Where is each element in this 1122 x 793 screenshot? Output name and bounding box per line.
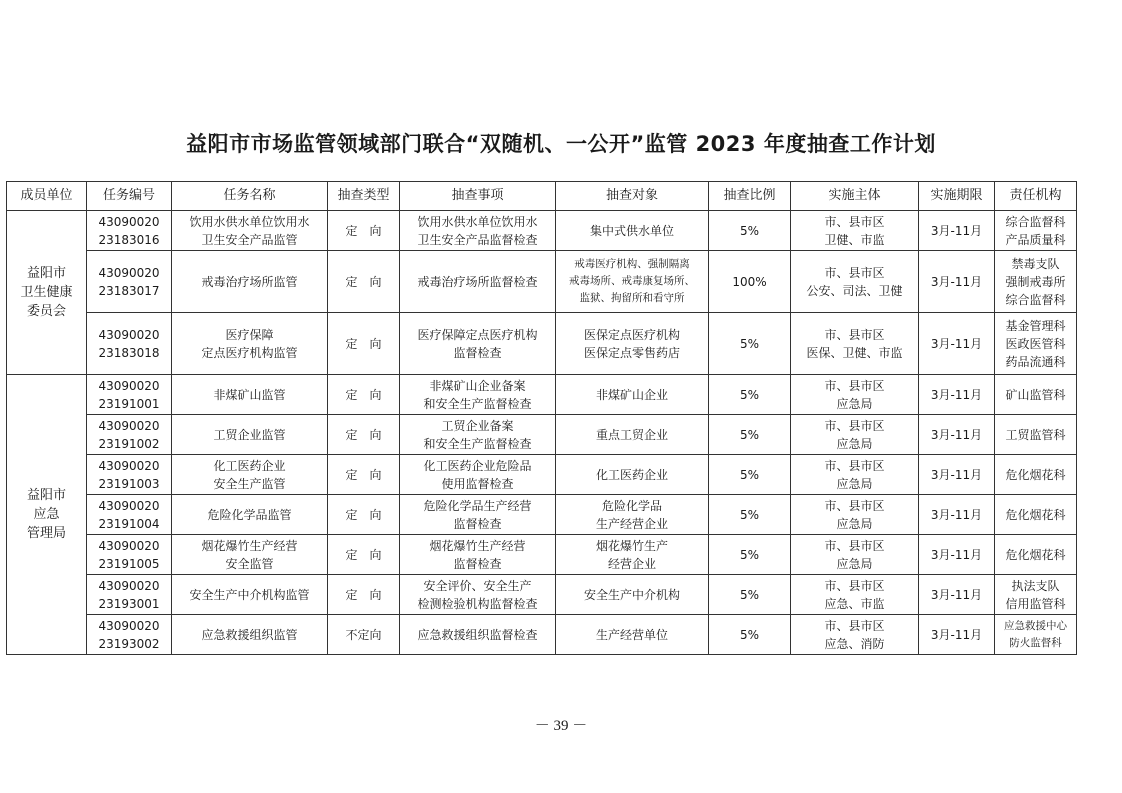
check-type-cell: 定 向 [328,455,400,495]
check-type-cell: 定 向 [328,251,400,313]
table-row [7,575,1077,615]
cell-line: 应急局 [836,556,873,571]
cell-line: 43090020 [98,265,160,280]
cell-line: 管理局 [26,526,66,541]
task-name-cell [172,375,328,415]
check-type-cell: 定 向 [328,313,400,375]
check-item-cell [400,313,556,375]
task-code-cell [87,251,172,313]
cell-line: 危化烟花科 [1005,467,1066,482]
check-type-cell: 定 向 [328,211,400,251]
check-ratio-cell: 5% [709,415,791,455]
implementer-cell [791,415,919,455]
period-cell: 3月-11月 [919,455,995,495]
cell-line: 市、县市区 [824,265,885,280]
cell-line: 23191001 [98,396,160,411]
responsible-org-cell [995,575,1077,615]
check-item-cell [400,615,556,655]
cell-line: 市、县市区 [824,618,885,633]
cell-line: 卫生安全产品监管 [201,232,298,247]
task-name-cell [172,455,328,495]
cell-line: 应急救援组织监督检查 [417,627,538,642]
cell-line: 医疗保障定点医疗机构 [417,327,538,342]
task-name-cell [172,495,328,535]
cell-line: 使用监督检查 [441,476,514,491]
check-type-cell: 定 向 [328,495,400,535]
cell-line: 23183017 [98,283,160,298]
check-target-cell [556,313,709,375]
cell-line: 委员会 [26,304,66,319]
header-responsible-org: 责任机构 [995,182,1077,211]
cell-line: 应急救援中心 [1004,619,1067,632]
cell-line: 工贸企业监管 [213,427,286,442]
cell-line: 23191004 [98,516,160,531]
responsible-org-cell [995,535,1077,575]
cell-line: 重点工贸企业 [595,427,668,442]
check-type-cell: 定 向 [328,375,400,415]
table-row [7,415,1077,455]
cell-line: 公安、司法、卫健 [806,283,903,298]
check-ratio-cell: 5% [709,495,791,535]
check-target-cell [556,251,709,313]
cell-line: 信用监管科 [1005,596,1066,611]
task-name-cell [172,535,328,575]
cell-line: 饮用水供水单位饮用水 [417,214,538,229]
task-code-cell [87,575,172,615]
cell-line: 医疗保障 [225,327,274,342]
cell-line: 43090020 [98,327,160,342]
period-cell: 3月-11月 [919,211,995,251]
cell-line: 益阳市 [26,488,66,503]
cell-line: 经营企业 [607,556,656,571]
page-number: － 39 － [534,718,588,734]
member-unit-cell [7,375,87,655]
task-name-cell [172,251,328,313]
cell-line: 监狱、拘留所和看守所 [579,292,685,304]
cell-line: 危险化学品生产经营 [423,498,532,513]
task-code-cell [87,415,172,455]
check-target-cell [556,615,709,655]
cell-line: 医保定点医疗机构 [583,327,680,342]
cell-line: 卫生安全产品监督检查 [417,232,538,247]
responsible-org-cell [995,375,1077,415]
task-name-cell [172,615,328,655]
check-item-cell [400,211,556,251]
cell-line: 安全生产中介机构监管 [189,587,310,602]
cell-line: 饮用水供水单位饮用水 [189,214,310,229]
page-title: 益阳市市场监管领域部门联合“双随机、一公开”监管 2023 年度抽查工作计划 [186,132,936,156]
cell-line: 安全评价、安全生产 [423,578,532,593]
cell-line: 工贸企业备案 [441,418,514,433]
cell-line: 医政医管科 [1005,336,1066,351]
check-item-cell [400,251,556,313]
cell-line: 戒毒治疗场所监督检查 [417,274,538,289]
responsible-org-cell [995,211,1077,251]
header-implementer: 实施主体 [791,182,919,211]
header-check-type: 抽查类型 [328,182,400,211]
check-item-cell [400,575,556,615]
table-row [7,615,1077,655]
task-name-cell [172,211,328,251]
check-type-cell: 定 向 [328,535,400,575]
period-cell: 3月-11月 [919,375,995,415]
cell-line: 安全生产中介机构 [583,587,680,602]
check-type-cell: 不定向 [328,615,400,655]
check-type-cell: 定 向 [328,415,400,455]
table-row [7,535,1077,575]
cell-line: 监督检查 [453,516,502,531]
task-code-cell [87,211,172,251]
cell-line: 43090020 [98,458,160,473]
check-type-cell: 定 向 [328,575,400,615]
cell-line: 卫健、市监 [824,232,885,247]
header-check-target: 抽查对象 [556,182,709,211]
table-row [7,211,1077,251]
cell-line: 非煤矿山企业 [595,387,668,402]
implementer-cell [791,251,919,313]
cell-line: 医保、卫健、市监 [806,345,903,360]
task-name-cell [172,575,328,615]
header-task-code: 任务编号 [87,182,172,211]
cell-line: 化工医药企业 [213,458,286,473]
cell-line: 执法支队 [1011,578,1060,593]
period-cell: 3月-11月 [919,495,995,535]
cell-line: 23191003 [98,476,160,491]
implementer-cell [791,535,919,575]
cell-line: 和安全生产监督检查 [423,396,532,411]
period-cell: 3月-11月 [919,615,995,655]
task-code-cell [87,615,172,655]
check-ratio-cell: 5% [709,211,791,251]
check-target-cell [556,211,709,251]
cell-line: 43090020 [98,538,160,553]
cell-line: 市、县市区 [824,538,885,553]
check-target-cell [556,575,709,615]
check-target-cell [556,495,709,535]
check-ratio-cell: 5% [709,313,791,375]
header-member-unit: 成员单位 [7,182,87,211]
check-item-cell [400,535,556,575]
period-cell: 3月-11月 [919,251,995,313]
cell-line: 益阳市 [26,266,66,281]
cell-line: 市、县市区 [824,458,885,473]
implementer-cell [791,615,919,655]
cell-line: 23183018 [98,345,160,360]
table-row [7,313,1077,375]
check-ratio-cell: 100% [709,251,791,313]
header-task-name: 任务名称 [172,182,328,211]
header-check-ratio: 抽查比例 [709,182,791,211]
cell-line: 产品质量科 [1005,232,1066,247]
cell-line: 43090020 [98,214,160,229]
table-row [7,375,1077,415]
task-name-cell [172,415,328,455]
cell-line: 戒毒医疗机构、强制隔离 [574,258,690,270]
table-row [7,251,1077,313]
check-ratio-cell: 5% [709,615,791,655]
check-item-cell [400,375,556,415]
cell-line: 禁毒支队 [1011,256,1060,271]
implementer-cell [791,211,919,251]
cell-line: 23193001 [98,596,160,611]
implementer-cell [791,313,919,375]
check-ratio-cell: 5% [709,575,791,615]
cell-line: 危险化学品 [601,498,662,513]
responsible-org-cell [995,615,1077,655]
responsible-org-cell [995,313,1077,375]
cell-line: 防火监督科 [1009,636,1062,649]
cell-line: 43090020 [98,378,160,393]
cell-line: 综合监督科 [1005,292,1066,307]
cell-line: 应急局 [836,516,873,531]
period-cell: 3月-11月 [919,415,995,455]
cell-line: 生产经营企业 [595,516,668,531]
cell-line: 应急、消防 [824,636,885,651]
cell-line: 应急、市监 [824,596,885,611]
cell-line: 监督检查 [453,345,502,360]
cell-line: 应急局 [836,436,873,451]
cell-line: 市、县市区 [824,418,885,433]
cell-line: 非煤矿山企业备案 [429,378,526,393]
cell-line: 安全监管 [225,556,274,571]
check-target-cell [556,535,709,575]
cell-line: 定点医疗机构监管 [201,345,298,360]
table-header-row [7,182,1077,211]
table-row [7,455,1077,495]
check-target-cell [556,415,709,455]
cell-line: 43090020 [98,578,160,593]
check-ratio-cell: 5% [709,375,791,415]
cell-line: 应急局 [836,396,873,411]
check-target-cell [556,455,709,495]
cell-line: 市、县市区 [824,498,885,513]
cell-line: 工贸监管科 [1005,427,1066,442]
cell-line: 基金管理科 [1005,318,1066,333]
cell-line: 安全生产监管 [213,476,286,491]
period-cell: 3月-11月 [919,313,995,375]
period-cell: 3月-11月 [919,575,995,615]
cell-line: 检测检验机构监督检查 [417,596,538,611]
implementer-cell [791,455,919,495]
cell-line: 医保定点零售药店 [583,345,680,360]
cell-line: 23193002 [98,636,160,651]
responsible-org-cell [995,251,1077,313]
cell-line: 市、县市区 [824,327,885,342]
cell-line: 监督检查 [453,556,502,571]
cell-line: 非煤矿山监管 [213,387,286,402]
header-check-item: 抽查事项 [400,182,556,211]
implementer-cell [791,575,919,615]
task-code-cell [87,535,172,575]
cell-line: 综合监督科 [1005,214,1066,229]
cell-line: 化工医药企业危险品 [423,458,532,473]
cell-line: 强制戒毒所 [1005,274,1066,289]
check-item-cell [400,415,556,455]
responsible-org-cell [995,455,1077,495]
cell-line: 药品流通科 [1005,354,1066,369]
check-ratio-cell: 5% [709,455,791,495]
check-item-cell [400,455,556,495]
task-name-cell [172,313,328,375]
cell-line: 集中式供水单位 [589,223,674,238]
task-code-cell [87,495,172,535]
cell-line: 烟花爆竹生产经营 [429,538,526,553]
cell-line: 矿山监管科 [1005,387,1066,402]
cell-line: 生产经营单位 [595,627,668,642]
check-target-cell [556,375,709,415]
responsible-org-cell [995,495,1077,535]
cell-line: 23183016 [98,232,160,247]
cell-line: 43090020 [98,418,160,433]
cell-line: 戒毒场所、戒毒康复场所、 [569,275,695,287]
member-unit-cell [7,211,87,375]
cell-line: 应急救援组织监管 [201,627,298,642]
task-code-cell [87,455,172,495]
cell-line: 烟花爆竹生产 [595,538,668,553]
check-item-cell [400,495,556,535]
cell-line: 危化烟花科 [1005,547,1066,562]
cell-line: 23191002 [98,436,160,451]
cell-line: 危化烟花科 [1005,507,1066,522]
check-ratio-cell: 5% [709,535,791,575]
cell-line: 应急 [33,507,60,522]
cell-line: 市、县市区 [824,578,885,593]
cell-line: 和安全生产监督检查 [423,436,532,451]
table-row [7,495,1077,535]
cell-line: 戒毒治疗场所监管 [201,274,298,289]
cell-line: 43090020 [98,618,160,633]
inspection-plan-table [6,181,1077,655]
cell-line: 市、县市区 [824,214,885,229]
cell-line: 43090020 [98,498,160,513]
cell-line: 23191005 [98,556,160,571]
task-code-cell [87,375,172,415]
task-code-cell [87,313,172,375]
cell-line: 应急局 [836,476,873,491]
cell-line: 市、县市区 [824,378,885,393]
implementer-cell [791,495,919,535]
responsible-org-cell [995,415,1077,455]
header-period: 实施期限 [919,182,995,211]
cell-line: 烟花爆竹生产经营 [201,538,298,553]
cell-line: 危险化学品监管 [207,507,292,522]
implementer-cell [791,375,919,415]
period-cell: 3月-11月 [919,535,995,575]
cell-line: 卫生健康 [20,285,73,300]
cell-line: 化工医药企业 [595,467,668,482]
